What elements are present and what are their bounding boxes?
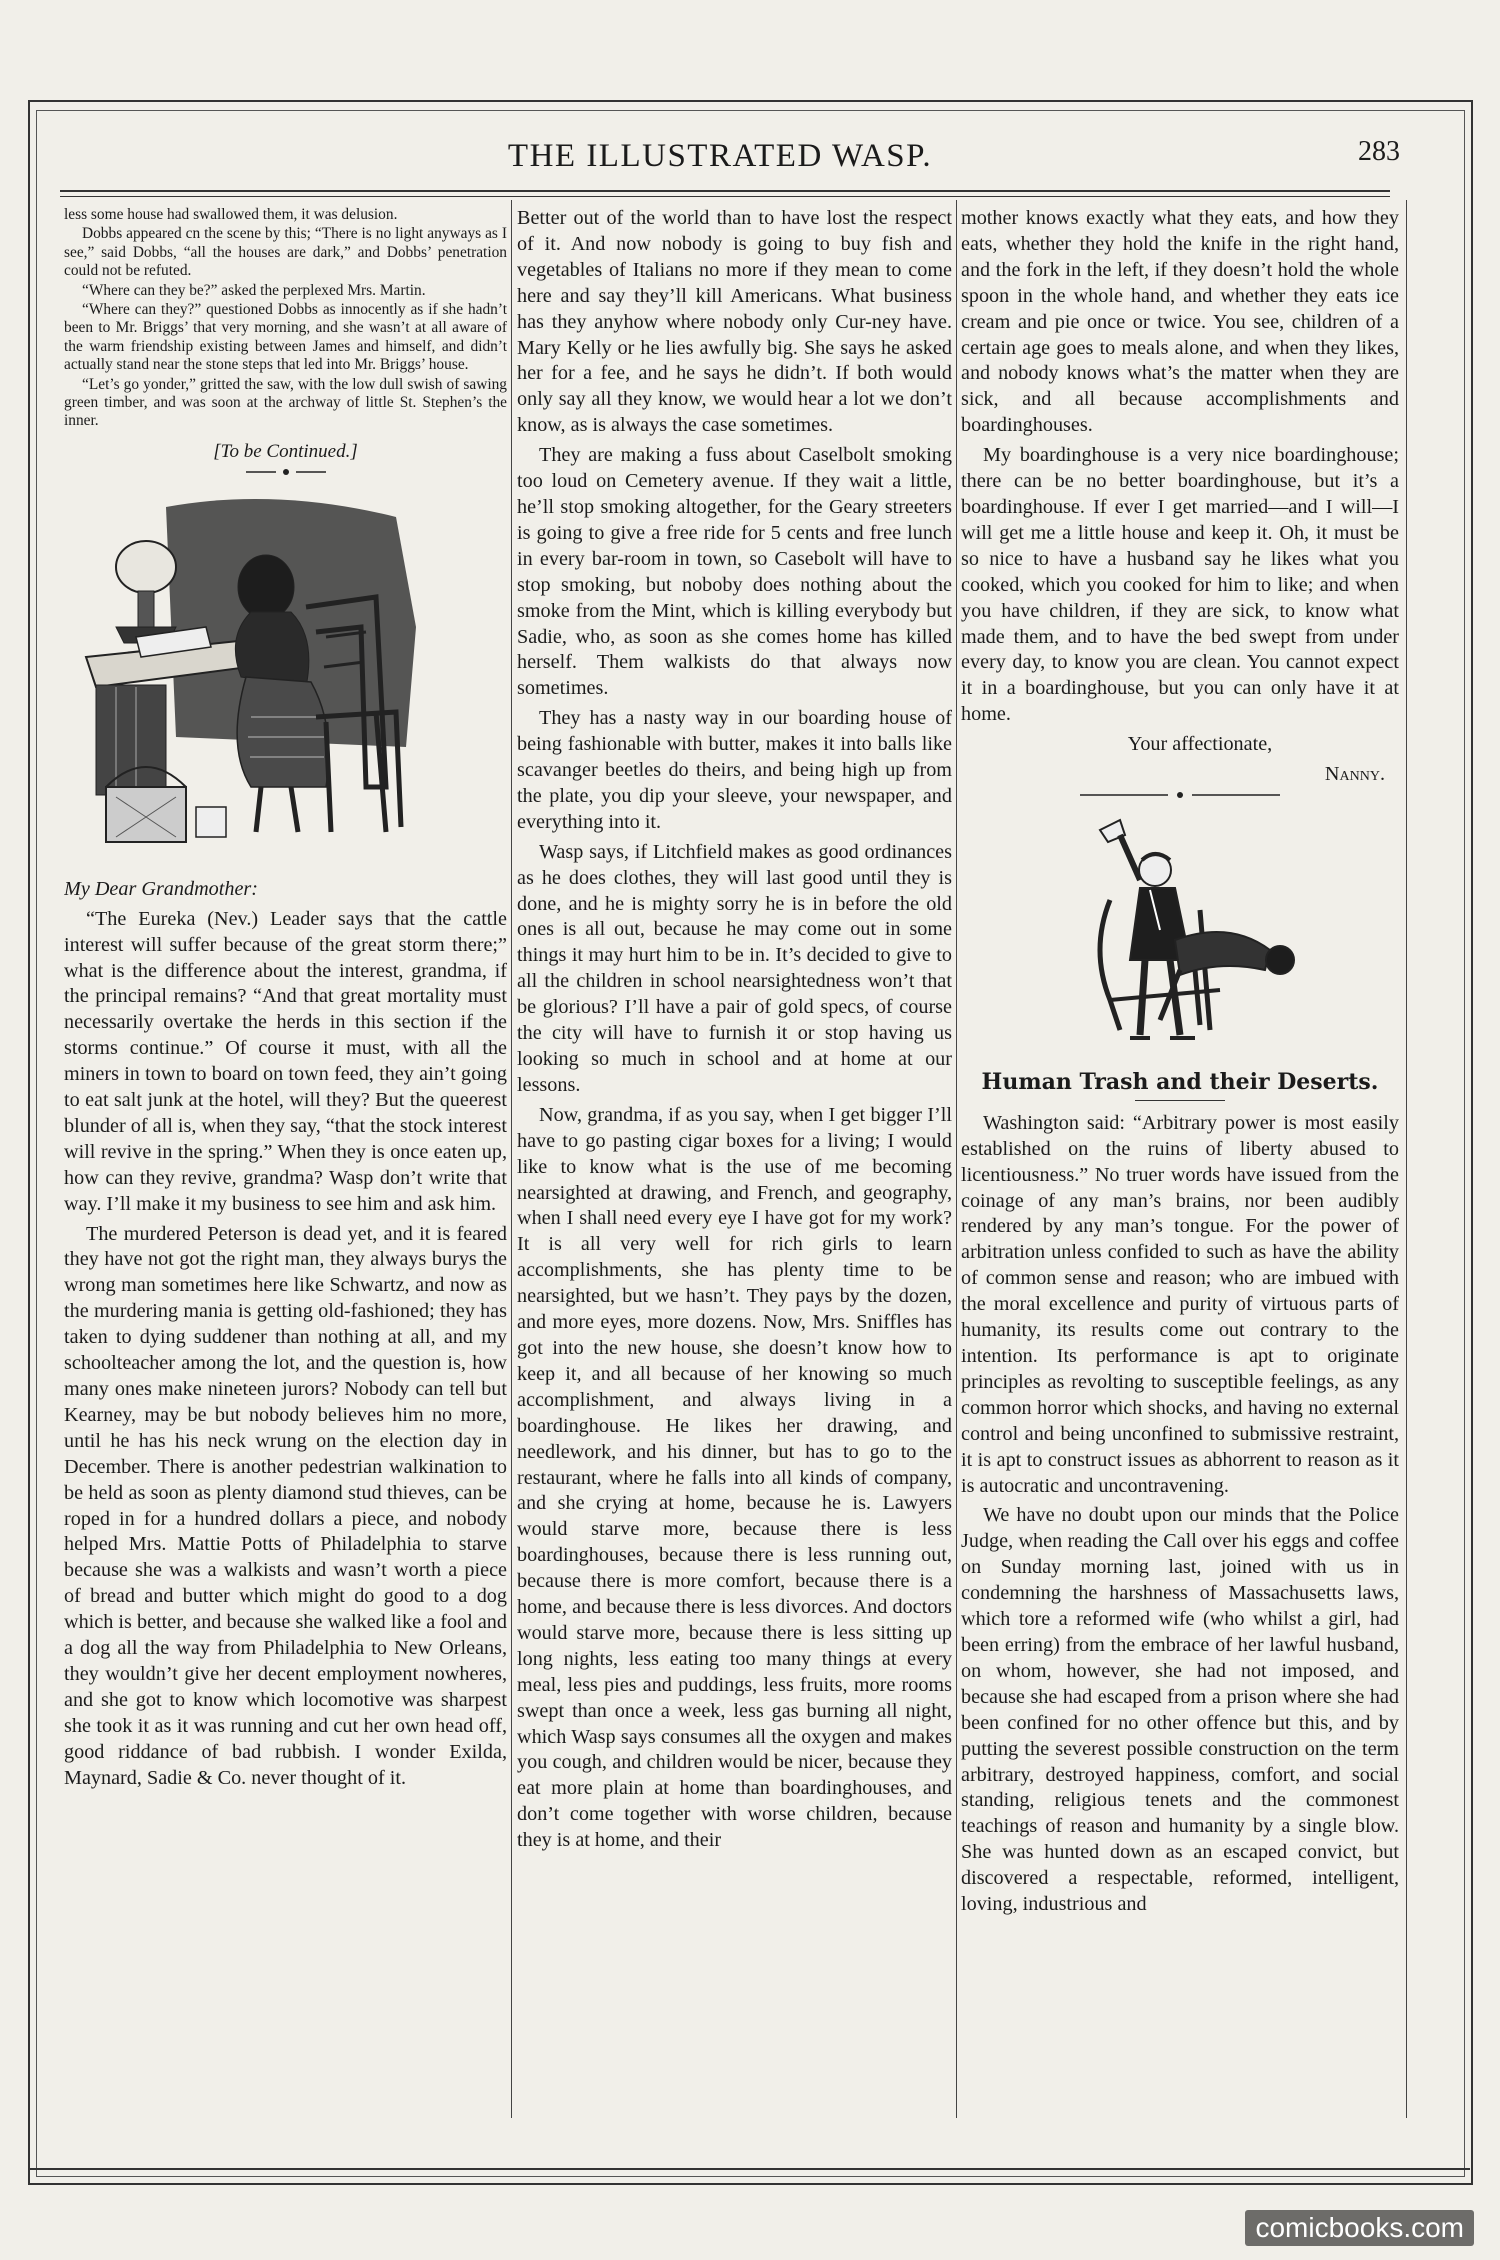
letter-paragraph: mother knows exactly what they eats, and how they eats, whether they hold the knife in the right hand, and the fork in the left, if they doesn’t hold the whole spoon in the whole hand, and whether they eats ice cream and pie once or twice. You see, children of a certain age goes to meals alone, and when they likes, and nobody knows what’s the matter when they are sick, and all because accomplishments and boardinghouses. (961, 207, 1399, 437)
engraving-man-spanking-figure (1030, 810, 1330, 1060)
story-paragraph: less some house had swallowed them, it was delusion. (64, 206, 398, 223)
column-2 (517, 206, 952, 2116)
story-paragraph: “Where can they be?” asked the perplexed Mrs. Martin. (82, 281, 426, 299)
letter-paragraph: They has a nasty way in our boarding house of being fashionable with butter, makes it into balls like scavanger beetles do theirs, and being high up from the plate, you dip your sleeve, your newspaper, and everything into it. (517, 707, 952, 833)
letter-paragraph: The murdered Peterson is dead yet, and it is feared they have not got the right man, they always burys the wrong man sometimes here like Schwartz, and now as the murdering mania is getting old-fashioned; they has taken to dying suddener than nothing at all, and my schoolteacher among the lot, and the question is, how many ones make nineteen jurors? Nobody can tell but Kearney, may be but nobody believes him no more, until he has his neck wrung on the election day in December. There is another pedestrian walkination to be held as soon as plenty diamond stud thieves, can be roped in for a hundred dollars a piece, and nobody helped Mrs. Mattie Potts of Philadelphia to starve because she was a walkists and wasn’t worth a piece of bread and butter which might do good to a dog which is better, and because she walked like a fool and a dog all the way from Philadelphia to New Orleans, they wouldn’t give her decent employment nowheres, and she got to know which locomotive was sharpest she took it as it was running and cut her own head off, good riddance of bad rubbish. I wonder Exilda, Maynard, Sadie & Co. never thought of it. (64, 1222, 507, 1789)
letter-paragraph: Wasp says, if Litchfield makes as good ordinances as he does clothes, they will last good until they is done, and he is mighty sorry he is in before the old ones is all out, because he may come out in some things it may hurt him to be in. It’s decided to give to all the children in school nearsightedness won’t that be glorious? I’ll have a pair of gold specs, of course the city will have to furnish it or stop having us looking so much in school and at home at our lessons. (517, 840, 952, 1096)
article-paragraph: Washington said: “Arbitrary power is most easily established on the ruins of liberty abused to licentiousness.” No truer words have issued from the coinage of any man’s brains, nor been audibly rendered by any man’s tongue. For the power of arbitration unless confided to such as have the ability of common sense and reason; who are imbued with the moral excellence and purity of virtuous parts of humanity, its results come out contrary to the intention. Its performance is apt to originate principles as revolting to susceptible feelings, as any common horror which shocks, and having no external control and being unconfined to submissive restraint, it is apt to construct issues as abhorrent to reason as it is autocratic and uncontravening. (961, 1111, 1399, 1497)
serial-story-continuation (64, 206, 507, 431)
letter-paragraph: My boardinghouse is a very nice boardinghouse; there can be no better boardinghouse, but it’s a boardinghouse. If ever I get married—and I will—I will get me a little house and keep it. Oh, it must be so nice to have a husband say he likes what you cooked, which you cooked for him to like; and when you have children, if they are sick, to know what made them, and to have the bed swept from under every day, to know you are clean. You cannot expect it in a boardinghouse, but you can only have it at home. (961, 444, 1399, 726)
to-be-continued: [To be Continued.] (213, 440, 358, 462)
header-rule (60, 190, 1390, 192)
page-header (40, 132, 1400, 180)
column-rule (956, 200, 957, 2118)
article-paragraph: We have no doubt upon our minds that the Police Judge, when reading the Call over his eggs and coffee on Sunday morning last, joined with us in condemning the harshness of Massachusetts laws, which tore a reformed wife (who whilst a girl, had been erring) from the embrace of her lawful husband, on whom, however, she had not imposed, and because she had escaped from a prison where she had been confined for no other offence but this, and by putting the severest possible construction on the term arbitrary, destroyed happiness, comfort, and social standing, religious tenets and the commonest teachings of reason and humanity by a single blow. She was hunted down as an escaped convict, but discovered a respectable, reformed, intelligent, loving, industrious and (961, 1504, 1399, 1916)
headline-rule (1135, 1100, 1225, 1101)
story-paragraph: “Let’s go yonder,” gritted the saw, with the low dull swish of sawing green timber, and was soon at the archway of little St. Stephen’s the inner. (64, 375, 507, 430)
letter-salutation: My Dear Grandmother: (64, 877, 258, 900)
column-3 (961, 206, 1399, 2116)
header-rule-thin (60, 196, 1390, 197)
source-watermark: comicbooks.com (1245, 2210, 1474, 2246)
letter-closing: Your affectionate, (1127, 733, 1273, 756)
letter-paragraph: “The Eureka (Nev.) Leader says that the cattle interest will suffer because of the great storm there;” what is the difference about the interest, grandma, if the principal remains? “And that great mortality must necessarily overtake the herds in this section if the storms continue.” Of course it must, with all the miners in town to board on town feed, they ain’t going to eat salt junk at the hotel, will they? But the queerest blunder of all is, when they say, “that the stock interest will revive in the spring.” When they is once eaten up, how can they revive, grandma? Wasp don’t write that way. I’ll make it my business to see him and ask him. (64, 907, 507, 1215)
letter-signature: Nanny. (1324, 763, 1385, 786)
letter-paragraph: Better out of the world than to have lost the respect of it. And now nobody is going to buy fish and vegetables of Italians no more if they mean to come here and say they’ll kill Americans. What business has they anyhow where nobody only Cur-ney have. Mary Kelly or he lies awfully big. She says he asked her for a fee, and he says he didn’t. If both would only say all they know, we would hear a lot we don’t know, as is always the case sometimes. (517, 207, 952, 437)
story-paragraph: Dobbs appeared cn the scene by this; “There is no light anyways as I see,” said Dobbs, “all the houses are dark,” and Dobbs’ penetration could not be refuted. (64, 225, 507, 280)
letter-paragraph: They are making a fuss about Caselbolt smoking too loud on Cemetery avenue. If they wait a little, he’ll stop smoking altogether, for the Geary streeters is going to give a free ride for 5 cents and free lunch in every bar-room in town, so Casebolt will have to stop smoking, but noboby does nothing about the smoke from the Mint, which is killing everybody but Sadie, who, as soon as she comes home has killed herself. Them walkists do that always now sometimes. (517, 444, 952, 700)
column-1 (64, 206, 507, 2116)
column-rule (1406, 200, 1407, 2118)
ornament-divider-icon (246, 467, 326, 477)
story-paragraph: “Where can they?” questioned Dobbs as innocently as if she hadn’t been to Mr. Briggs’ that very morning, and she wasn’t at all aware of the warm friendship existing between James and himself, and didn’t actually stand near the stone steps that led into Mr. Briggs’ house. (64, 301, 507, 374)
column-rule (511, 200, 512, 2118)
masthead-title: THE ILLUSTRATED WASP. (507, 138, 933, 174)
engraving-girl-writing-at-desk (76, 487, 496, 867)
article-headline: Human Trash and their Deserts. (981, 1068, 1379, 1095)
letter-paragraph: Now, grandma, if as you say, when I get bigger I’ll have to go pasting cigar boxes for a living; I would like to know what is the use of me becoming nearsighted at drawing, and French, and geography, when I shall need every eye I have got for my work? It is all very well for rich girls to learn accomplishments, she has plenty time to be nearsighted, but we hasn’t. They pays by the dozen, and more eyes, more dozens. Now, Mrs. Sniffles has got into the new house, she doesn’t know how to keep it, and all because of her knowing so much accomplishment, and always living in a boardinghouse. He likes her drawing, and needlework, and his dinner, but has to go to the restaurant, where he falls into all kinds of company, and she crying at home, because he is. Lawyers would starve more, because there is less boardinghouses, because there is less running out, because there is more comfort, because there is a home, and because there is less divorces. And doctors would starve more, because there is less sitting up long nights, less eating too many things at every meal, less pies and puddings, less fruits, more rooms swept than once a week, less gas burning all night, which Wasp says consumes all the oxygen and makes you cough, and children would be nicer, because they eat more plain at home than boardinghouses, and don’t come together with worse children, because they is at home, and their (517, 1103, 952, 1852)
page-number: 283 (1358, 136, 1400, 167)
page-bottom-rule (30, 2168, 1470, 2170)
ornament-divider-icon (1080, 790, 1280, 800)
